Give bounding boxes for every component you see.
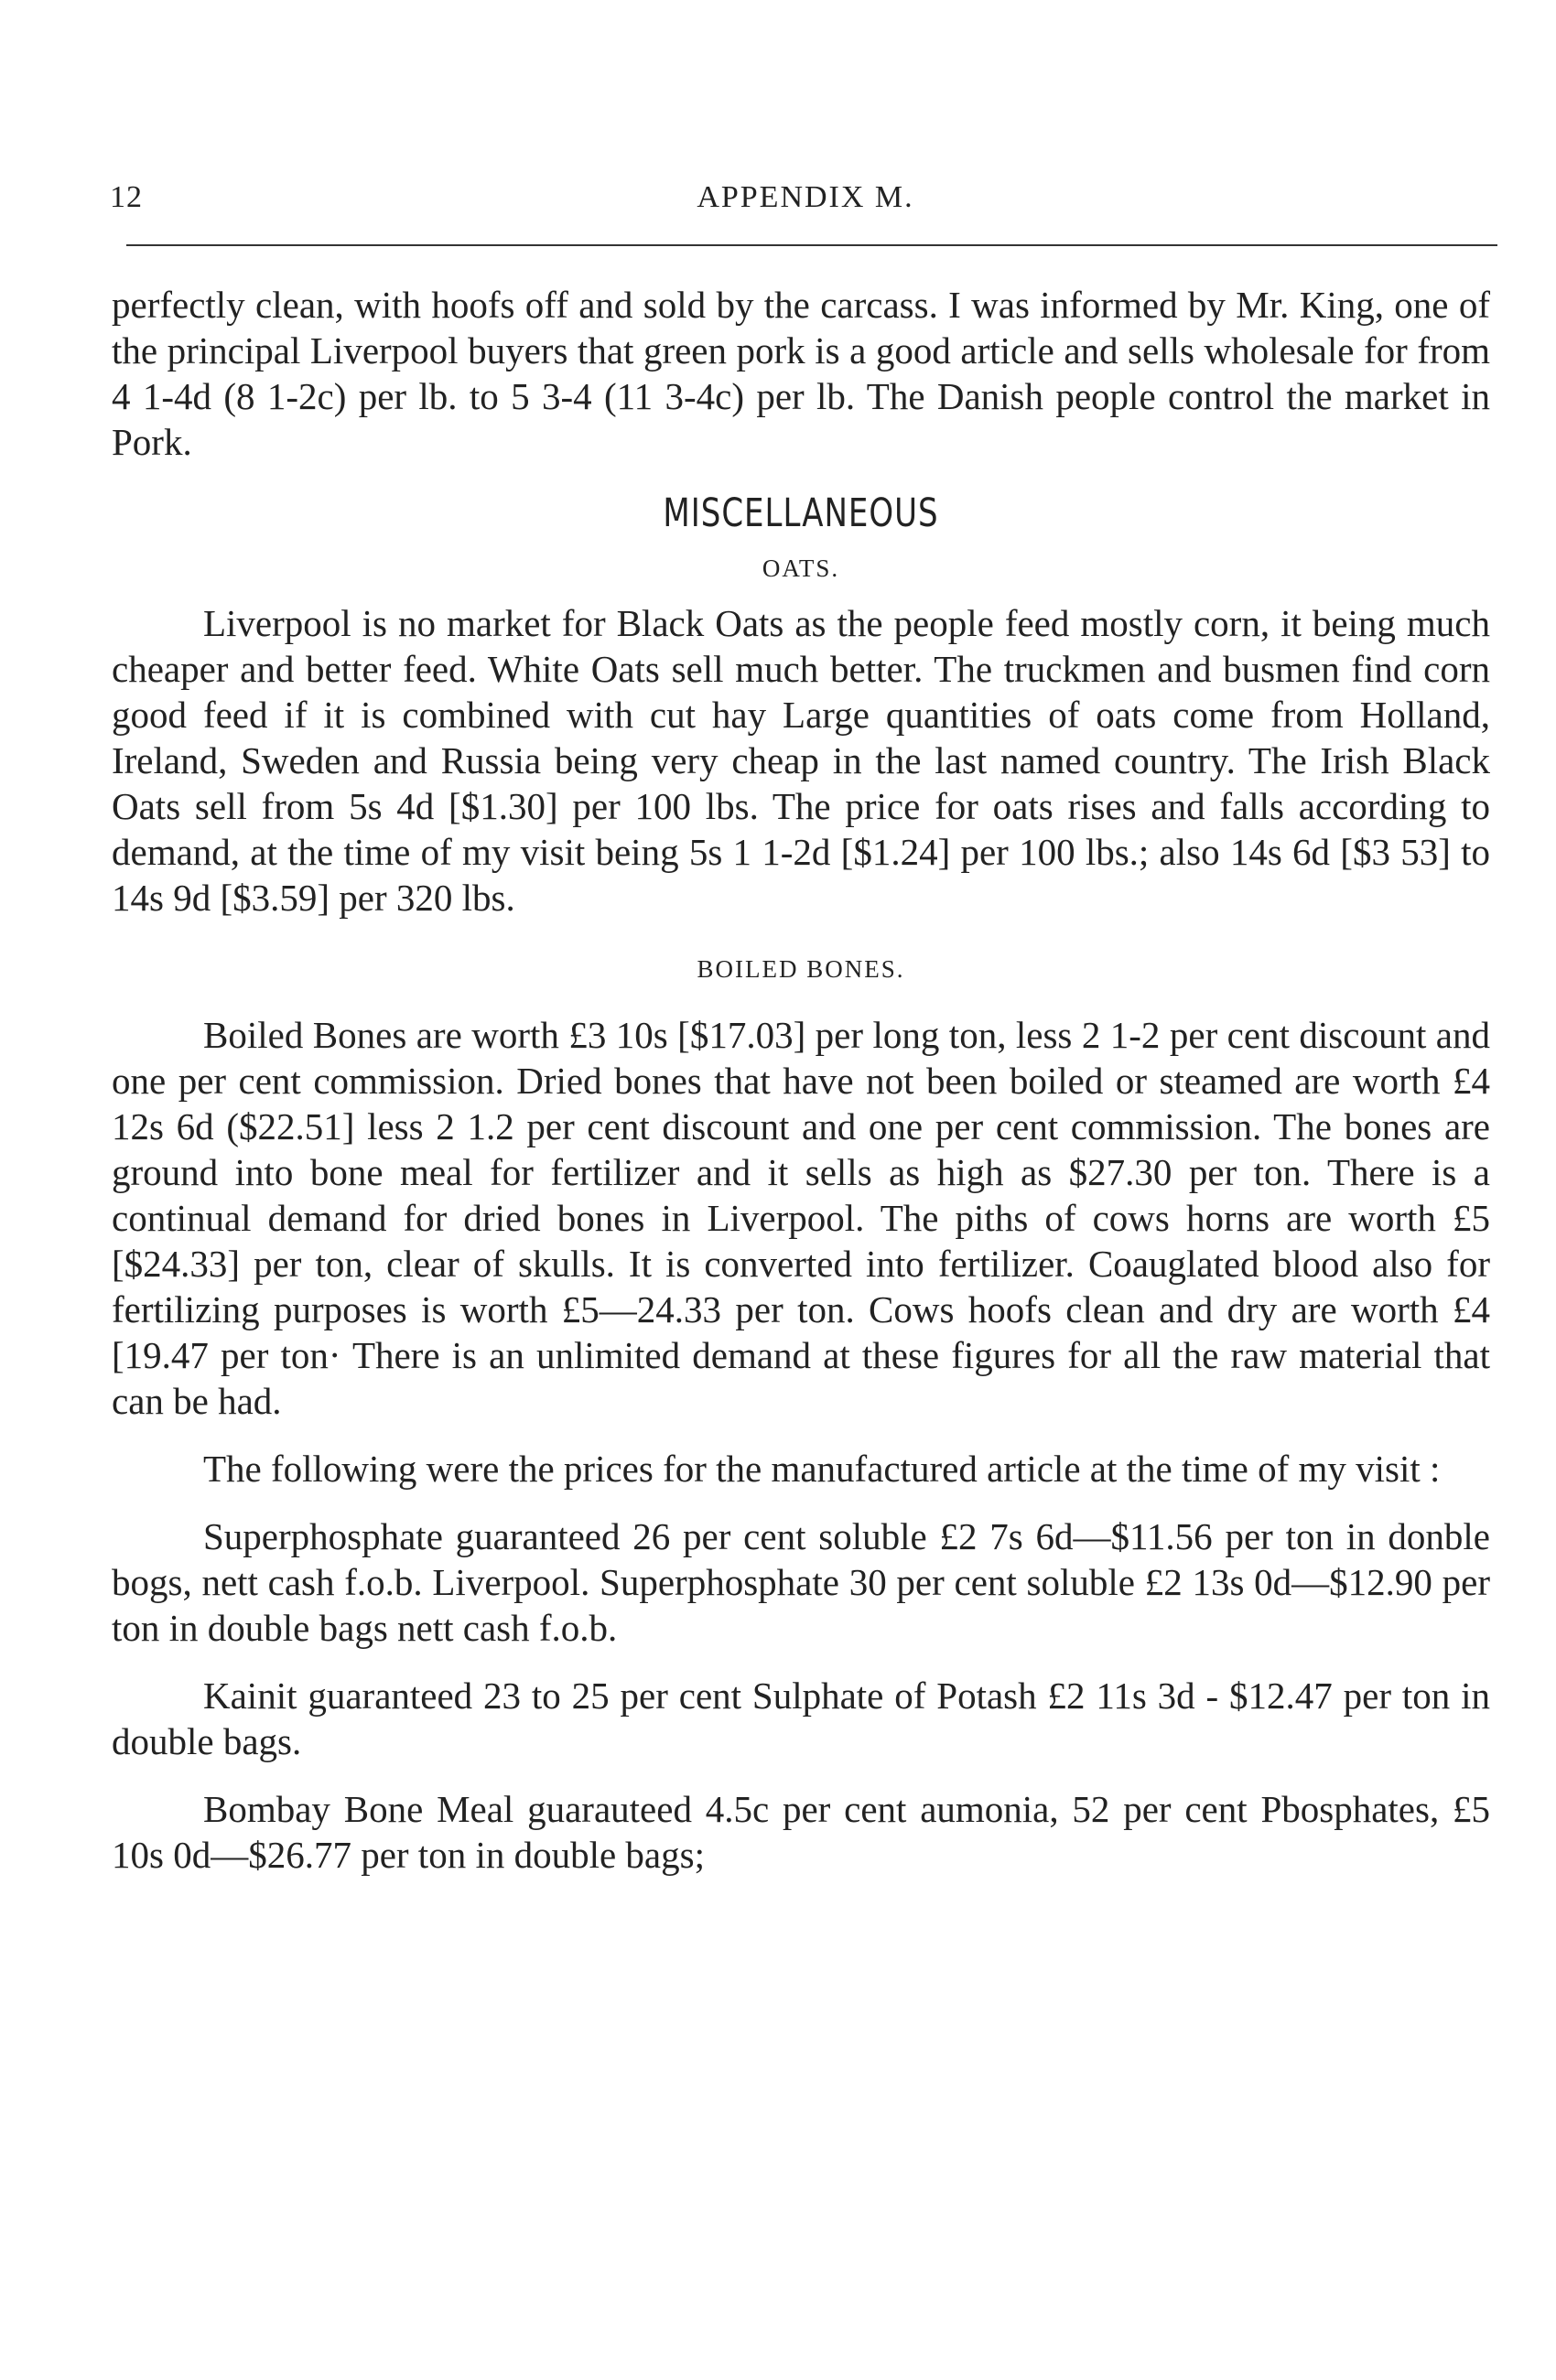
page-number: 12 bbox=[110, 180, 143, 214]
header-rule bbox=[126, 244, 1497, 246]
body-text bbox=[112, 282, 1490, 1878]
paragraph-gap bbox=[112, 1651, 1490, 1673]
paragraph-gap bbox=[112, 1424, 1490, 1446]
paragraph-oats: Liverpool is no market for Black Oats as the people feed mostly corn, it being much cheaper and better feed. White Oats sell much better. The truckmen and busmen find corn good feed if it is combined with cut hay Large quantities of oats come from Holland, Ireland, Sweden and Russia being very cheap in the last named country. The Irish Black Oats sell from 5s 4d [$1.30] per 100 lbs. The price for oats rises and falls according to demand, at the time of my visit being 5s 1 1-2d [$1.24] per 100 lbs.; also 14s 6d [$3 53] to 14s 9d [$3.59] per 320 lbs. bbox=[112, 602, 1490, 919]
paragraph-gap bbox=[112, 1492, 1490, 1513]
paragraph-gap bbox=[112, 1764, 1490, 1786]
heading-boiled-bones: BOILED BONES. bbox=[697, 955, 905, 983]
paragraph-boiled-bones: Boiled Bones are worth £3 10s [$17.03] per long ton, less 2 1-2 per cent discount and one per cent commission. Dried bones that have not been boiled or steamed are worth £4 12s 6d ($22.51] less 2 1.2 per cent discount and one per cent commission. The bones are ground into bone meal for fertilizer and it sells as high as $27.30 per ton. There is a continual demand for dried bones in Liverpool. The piths of cows horns are worth £5 [$24.33] per ton, clear of skulls. It is converted into fertilizer. Coauglated blood also for fertilizing purposes is worth £5—24.33 per ton. Cows hoofs clean and dry are worth £4 [19.47 per ton· There is an unlimited demand at these figures for all the raw material that can be had. bbox=[112, 1014, 1490, 1422]
heading-miscellaneous: MISCELLANEOUS bbox=[663, 490, 939, 536]
page-header bbox=[110, 169, 1501, 224]
heading-oats: OATS. bbox=[762, 555, 840, 582]
paragraph-kainit: Kainit guaranteed 23 to 25 per cent Sulphate of Potash £2 11s 3d - $12.47 per ton in double bags. bbox=[112, 1675, 1490, 1762]
paragraph-superphosphate: Superphosphate guaranteed 26 per cent soluble £2 7s 6d—$11.56 per ton in donble bogs, nett cash f.o.b. Liverpool. Superphosphate 30 per cent soluble £2 13s 0d—$12.90 per ton in double bags nett cash f.o.b. bbox=[112, 1515, 1490, 1649]
paragraph-bombay: Bombay Bone Meal guarauteed 4.5c per cent aumonia, 52 per cent Pbosphates, £5 10s 0d—$26.77 per ton in double bags; bbox=[112, 1788, 1490, 1876]
running-title: APPENDIX M. bbox=[697, 180, 914, 214]
paragraph-following: The following were the prices for the manufactured article at the time of my visit : bbox=[203, 1448, 1441, 1490]
paragraph-pork: perfectly clean, with hoofs off and sold by the carcass. I was informed by Mr. King, one of the principal Liverpool buyers that green pork is a good article and sells wholesale for from 4 1-4d (8 1-2c) per lb. to 5 3-4 (11 3-4c) per lb. The Danish people control the market in Pork. bbox=[112, 284, 1490, 463]
